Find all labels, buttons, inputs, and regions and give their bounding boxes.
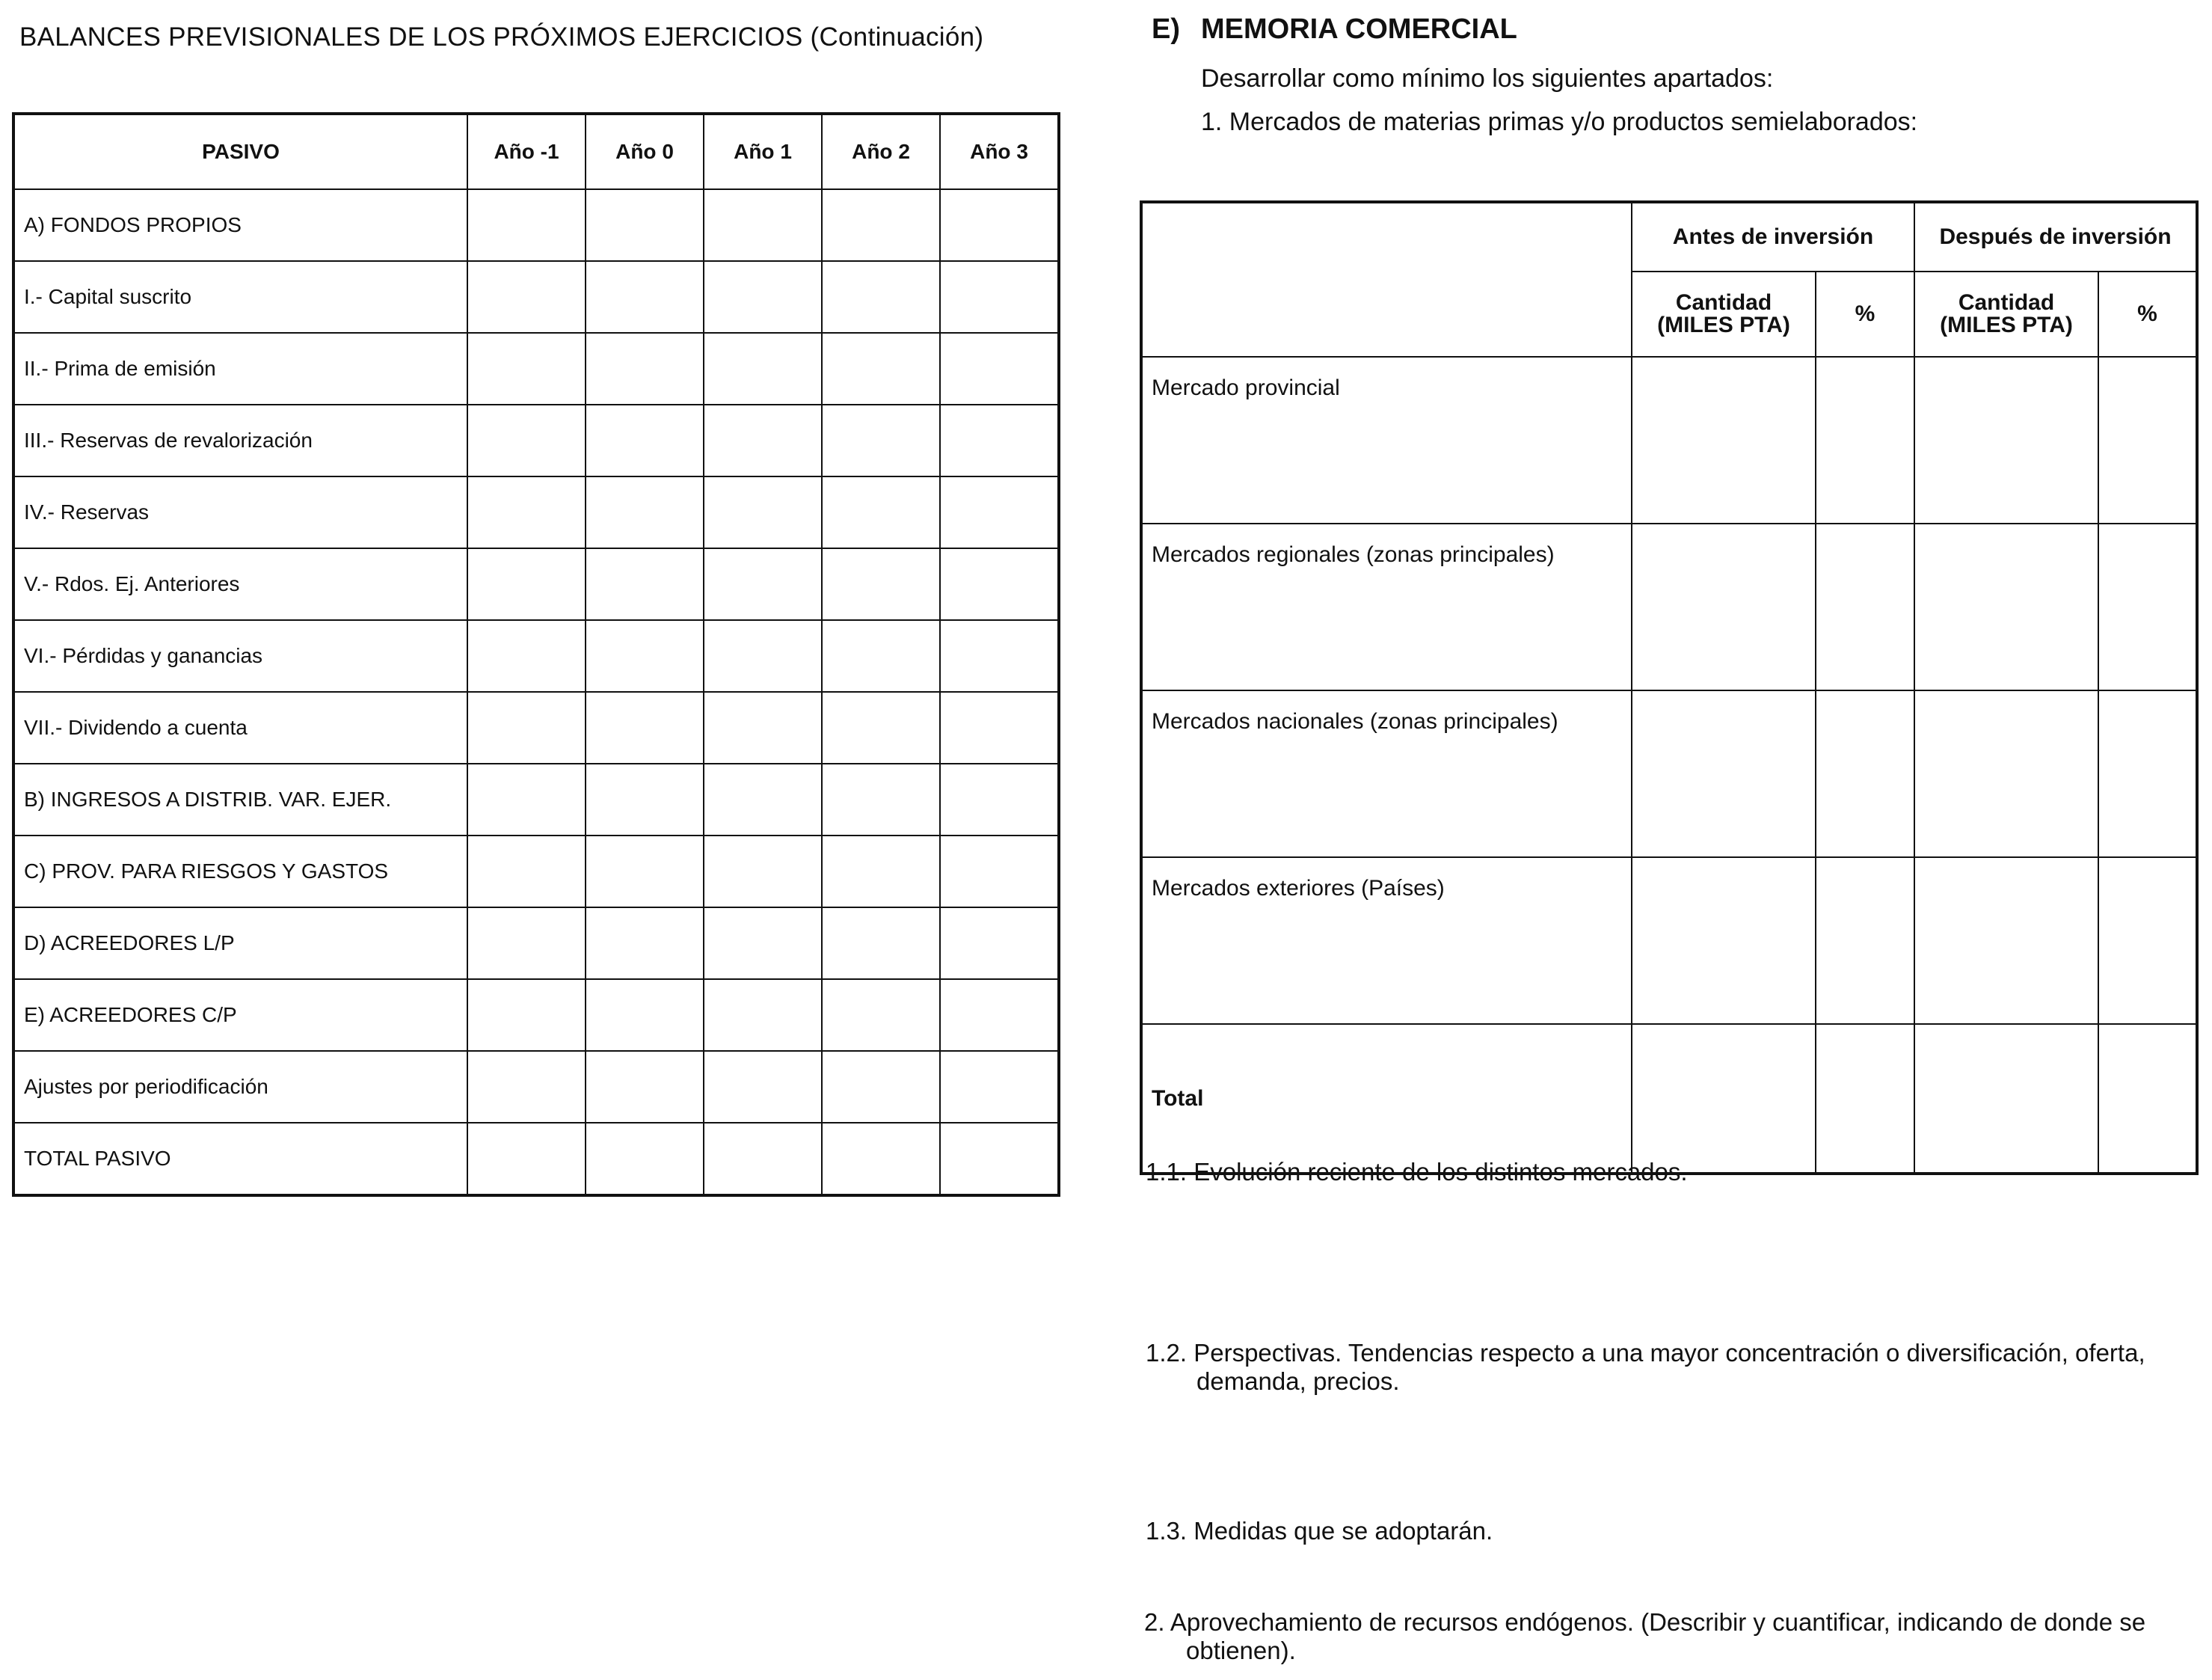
value-cell[interactable] (704, 979, 822, 1051)
value-cell[interactable] (586, 476, 704, 548)
row-label: Ajustes por periodificación (13, 1051, 467, 1123)
header-blank (1141, 202, 1632, 357)
value-cell[interactable] (940, 620, 1059, 692)
row-label: II.- Prima de emisión (13, 333, 467, 405)
row-label: Mercado provincial (1141, 357, 1632, 524)
mercados-table (1140, 200, 2199, 1175)
paragraph-1-2-text: 1.2. Perspectivas. Tendencias respecto a una mayor concentración o diversificación, oferta, demanda, precios. (1146, 1339, 2145, 1395)
value-cell[interactable] (704, 1051, 822, 1123)
value-cell[interactable] (467, 548, 586, 620)
table-row (13, 261, 1059, 333)
value-cell[interactable] (704, 764, 822, 836)
value-cell[interactable] (586, 189, 704, 261)
value-cell[interactable] (467, 189, 586, 261)
header-ano-2: Año 2 (822, 114, 940, 189)
value-cell[interactable] (704, 1123, 822, 1195)
row-label: B) INGRESOS A DISTRIB. VAR. EJER. (13, 764, 467, 836)
pasivo-table (12, 112, 1060, 1197)
header-cantidad-antes (1632, 272, 1816, 357)
value-cell[interactable] (704, 907, 822, 979)
value-cell[interactable] (467, 261, 586, 333)
table-row (1141, 857, 2197, 1024)
value-cell[interactable] (1632, 1024, 1816, 1174)
value-cell[interactable] (704, 692, 822, 764)
value-cell[interactable] (467, 907, 586, 979)
row-label: IV.- Reservas (13, 476, 467, 548)
table-row (13, 692, 1059, 764)
value-cell[interactable] (467, 620, 586, 692)
value-cell[interactable] (586, 1051, 704, 1123)
table-row (13, 1051, 1059, 1123)
row-label: VI.- Pérdidas y ganancias (13, 620, 467, 692)
cantidad-label: Cantidad (1958, 290, 2055, 315)
value-cell[interactable] (822, 836, 940, 907)
value-cell[interactable] (704, 620, 822, 692)
value-cell[interactable] (467, 1051, 586, 1123)
value-cell[interactable] (940, 189, 1059, 261)
paragraph-2 (1144, 1608, 2194, 1665)
table-row (13, 476, 1059, 548)
row-label: C) PROV. PARA RIESGOS Y GASTOS (13, 836, 467, 907)
value-cell[interactable] (586, 333, 704, 405)
value-cell[interactable] (467, 692, 586, 764)
value-cell[interactable] (467, 979, 586, 1051)
table-row (13, 620, 1059, 692)
cantidad-unit: (MILES PTA) (1940, 313, 2073, 337)
value-cell[interactable] (940, 836, 1059, 907)
value-cell[interactable] (467, 1123, 586, 1195)
table-row (13, 405, 1059, 476)
header-pasivo: PASIVO (13, 114, 467, 189)
section-heading (1152, 13, 1517, 46)
value-cell[interactable] (940, 548, 1059, 620)
row-label: TOTAL PASIVO (13, 1123, 467, 1195)
table-row (13, 1123, 1059, 1195)
value-cell[interactable] (822, 476, 940, 548)
value-cell[interactable] (704, 836, 822, 907)
value-cell[interactable] (822, 1123, 940, 1195)
value-cell[interactable] (1816, 690, 1914, 857)
header-ano-0: Año 0 (586, 114, 704, 189)
header-percent-despues: % (2098, 272, 2197, 357)
value-cell[interactable] (940, 1051, 1059, 1123)
value-cell[interactable] (2098, 1024, 2197, 1174)
table-row (13, 836, 1059, 907)
value-cell[interactable] (940, 1123, 1059, 1195)
row-label: VII.- Dividendo a cuenta (13, 692, 467, 764)
value-cell[interactable] (2098, 690, 2197, 857)
value-cell[interactable] (1632, 357, 1816, 524)
value-cell[interactable] (822, 620, 940, 692)
value-cell[interactable] (2098, 524, 2197, 690)
value-cell[interactable] (822, 692, 940, 764)
value-cell[interactable] (704, 405, 822, 476)
value-cell[interactable] (1816, 524, 1914, 690)
paragraph-1-3: 1.3. Medidas que se adoptarán. (1146, 1517, 1493, 1545)
value-cell[interactable] (586, 907, 704, 979)
value-cell[interactable] (1914, 524, 2098, 690)
value-cell[interactable] (822, 405, 940, 476)
value-cell[interactable] (467, 333, 586, 405)
value-cell[interactable] (822, 979, 940, 1051)
section-title: MEMORIA COMERCIAL (1201, 13, 1517, 45)
value-cell[interactable] (940, 405, 1059, 476)
value-cell[interactable] (704, 333, 822, 405)
header-antes: Antes de inversión (1632, 202, 1914, 272)
value-cell[interactable] (940, 764, 1059, 836)
paragraph-2-text: 2. Aprovechamiento de recursos endógenos. (Describir y cuantificar, indicando de donde se obtienen). (1144, 1608, 2146, 1664)
value-cell[interactable] (940, 692, 1059, 764)
paragraph-1-1: 1.1. Evolución reciente de los distintos mercados. (1146, 1158, 1688, 1186)
value-cell[interactable] (467, 405, 586, 476)
value-cell[interactable] (1914, 357, 2098, 524)
row-label: Mercados exteriores (Países) (1141, 857, 1632, 1024)
header-ano-1: Año 1 (704, 114, 822, 189)
item-1-heading: 1. Mercados de materias primas y/o productos semielaborados: (1201, 108, 1918, 136)
row-label: V.- Rdos. Ej. Anteriores (13, 548, 467, 620)
value-cell[interactable] (586, 979, 704, 1051)
value-cell[interactable] (940, 979, 1059, 1051)
row-label: Total (1141, 1024, 1632, 1174)
value-cell[interactable] (822, 333, 940, 405)
value-cell[interactable] (586, 764, 704, 836)
value-cell[interactable] (2098, 357, 2197, 524)
table-row (13, 333, 1059, 405)
value-cell[interactable] (822, 1051, 940, 1123)
row-label: I.- Capital suscrito (13, 261, 467, 333)
value-cell[interactable] (1632, 857, 1816, 1024)
value-cell[interactable] (467, 836, 586, 907)
table-row (13, 979, 1059, 1051)
table-row (1141, 524, 2197, 690)
value-cell[interactable] (940, 333, 1059, 405)
table-row (1141, 357, 2197, 524)
value-cell[interactable] (1914, 1024, 2098, 1174)
value-cell[interactable] (1632, 524, 1816, 690)
section-letter: E) (1152, 13, 1180, 45)
value-cell[interactable] (940, 907, 1059, 979)
value-cell[interactable] (586, 692, 704, 764)
header-ano-3: Año 3 (940, 114, 1059, 189)
value-cell[interactable] (704, 476, 822, 548)
header-cantidad-despues (1914, 272, 2098, 357)
value-cell[interactable] (586, 548, 704, 620)
table-row (13, 764, 1059, 836)
paragraph-1-2 (1146, 1339, 2193, 1396)
cantidad-label: Cantidad (1675, 290, 1772, 315)
value-cell[interactable] (822, 189, 940, 261)
value-cell[interactable] (704, 261, 822, 333)
table-row (13, 548, 1059, 620)
value-cell[interactable] (1914, 690, 2098, 857)
value-cell[interactable] (586, 1123, 704, 1195)
header-despues: Después de inversión (1914, 202, 2197, 272)
value-cell[interactable] (2098, 857, 2197, 1024)
header-percent-antes: % (1816, 272, 1914, 357)
value-cell[interactable] (467, 476, 586, 548)
value-cell[interactable] (940, 476, 1059, 548)
value-cell[interactable] (1914, 857, 2098, 1024)
section-intro: Desarrollar como mínimo los siguientes apartados: (1201, 64, 1774, 93)
total-row (1141, 1024, 2197, 1174)
header-ano-minus1: Año -1 (467, 114, 586, 189)
value-cell[interactable] (586, 261, 704, 333)
value-cell[interactable] (586, 620, 704, 692)
value-cell[interactable] (1632, 690, 1816, 857)
row-label: Mercados regionales (zonas principales) (1141, 524, 1632, 690)
value-cell[interactable] (704, 548, 822, 620)
cantidad-unit: (MILES PTA) (1657, 313, 1790, 337)
value-cell[interactable] (1816, 857, 1914, 1024)
pasivo-header-row (13, 114, 1059, 189)
value-cell[interactable] (822, 261, 940, 333)
row-label: Mercados nacionales (zonas principales) (1141, 690, 1632, 857)
value-cell[interactable] (1816, 357, 1914, 524)
value-cell[interactable] (586, 405, 704, 476)
value-cell[interactable] (1816, 1024, 1914, 1174)
table-row (1141, 690, 2197, 857)
row-label: E) ACREEDORES C/P (13, 979, 467, 1051)
table-row (13, 189, 1059, 261)
row-label: A) FONDOS PROPIOS (13, 189, 467, 261)
value-cell[interactable] (822, 907, 940, 979)
value-cell[interactable] (940, 261, 1059, 333)
value-cell[interactable] (822, 548, 940, 620)
row-label: III.- Reservas de revalorización (13, 405, 467, 476)
value-cell[interactable] (467, 764, 586, 836)
value-cell[interactable] (822, 764, 940, 836)
value-cell[interactable] (586, 836, 704, 907)
mercados-group-header-row (1141, 202, 2197, 272)
value-cell[interactable] (704, 189, 822, 261)
table-row (13, 907, 1059, 979)
row-label: D) ACREEDORES L/P (13, 907, 467, 979)
page-title: BALANCES PREVISIONALES DE LOS PRÓXIMOS EJERCICIOS (Continuación) (19, 22, 984, 52)
